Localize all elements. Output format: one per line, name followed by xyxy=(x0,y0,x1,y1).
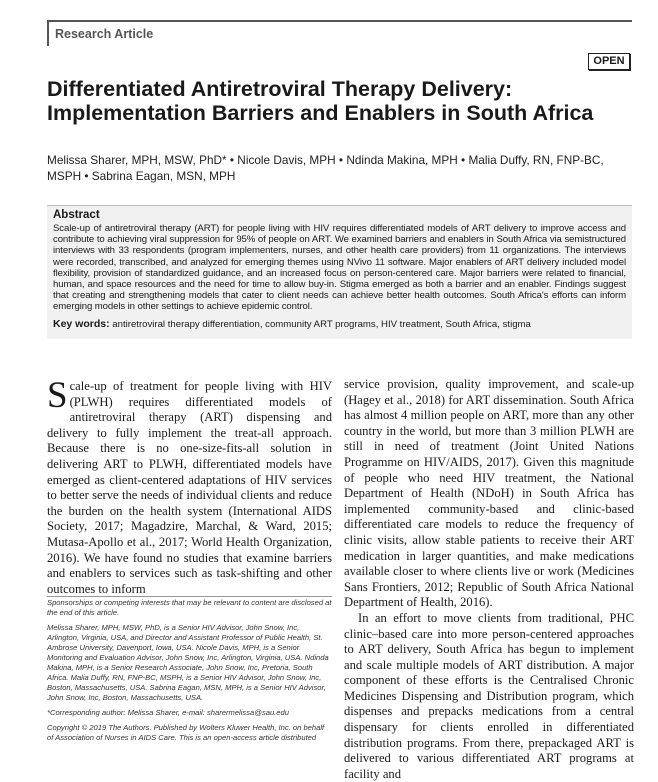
article-title: Differentiated Antiretroviral Therapy Delivery: Implementation Barriers and Enablers in South Africa xyxy=(47,77,594,125)
keywords-text: antiretroviral therapy differentiation, community ART programs, HIV treatment, South Africa, stigma xyxy=(112,318,531,330)
section-label: Research Article xyxy=(47,20,632,46)
author-list: Melissa Sharer, MPH, MSW, PhD* • Nicole Davis, MPH • Ndinda Makina, MPH • Malia Duffy, RN, FNP-BC, MSPH • Sabrina Eagan, MSN, MPH xyxy=(47,153,604,183)
body-right-paragraph-1: service provision, quality improvement, and scale-up (Hagey et al., 2018) for ART dissemination. South Africa has almost 4 million people on ART, more than any other country in the world, but more than 3 million PLWH are still in need of treatment (Joint United Nations Programme on HIV/AIDS, 2017). Given this magnitude of people who need HIV treatment, the National Department of Health (NDoH) in South Africa has implemented community-based and clinic-based differentiated care models to reduce the frequency of clinic visits, allow stable patients to receive their ART medication in larger quantities, and make medications available closer to where clients live or work (Medicines Sans Frontiers, 2012; Republic of South Africa National Department of Health, 2016). xyxy=(344,377,634,610)
abstract-box xyxy=(47,205,632,339)
open-access-badge: OPEN xyxy=(588,53,630,70)
footnote-divider xyxy=(47,596,332,597)
body-column-left xyxy=(47,375,332,597)
disclosure-note: Sponsorships or competing interests that may be relevant to content are disclosed at the end of this article. xyxy=(47,598,332,617)
abstract-heading: Abstract xyxy=(53,209,100,221)
affiliations-note: Melissa Sharer, MPH, MSW, PhD, is a Senior HIV Advisor, John Snow, Inc, Arlington, Virginia, USA, and Director and Assistant Professor of Public Health, St. Ambrose University, Davenport, Iowa, USA. Nicole Davis, MPH, is a Senior Monitoring and Evaluation Advisor, John Snow, Inc, Arlington, Virginia, USA. Ndinda Makina, MPH, is a Senior Research Associate, John Snow, Inc, Pretoria, South Africa. Malia Duffy, RN, FNP-BC, MSPH, is a Senior HIV Advisor, John Snow, Inc, Boston, Massachusetts, USA. Sabrina Eagan, MSN, MPH, is a Senior HIV Advisor, John Snow, Inc, Boston, Massachusetts, USA. xyxy=(47,623,329,702)
abstract-text: Scale-up of antiretroviral therapy (ART) for people living with HIV requires differentiated models of ART delivery to improve access and contribute to achieving viral suppression for 95% of people on ART. We examined barriers and enablers in South Africa via semistructured interviews with 33 respondents (program implementers, nurses, and other health care providers) from 11 organizations. The interviews were recorded, transcribed, and analyzed for emerging themes using NVivo 11 software. Major enablers of ART delivery included model flexibility, provision of standardized guidance, and an increased focus on person-centered care. Major barriers were related to financial, human, and space resources and the need for time to allow buy-in. Stigma emerged as both a barrier and an enabler. Findings suggest that creating and strengthening models that cater to client needs can achieve better health outcomes. South Africa's efforts can inform emerging models in other settings to achieve epidemic control. xyxy=(53,223,626,313)
drop-cap: S xyxy=(47,375,68,416)
corresponding-author-note: *Corresponding author: Melissa Sharer, e-mail: sharermelissa@sau.edu xyxy=(47,708,289,717)
body-left-text: cale-up of treatment for people living with HIV (PLWH) requires differentiated models of antiretroviral therapy (ART) dispensing and delivery to fully implement the treat-all approach. Because there is no one-size-fits-all solution in delivering ART to PLWH, differentiated models have emerged as client-centered adaptations of HIV services to better serve the needs of individual clients and reduce the burden on the health system (International AIDS Society, 2017; Magadzire, Marchal, & Ward, 2015; Mutasa-Apollo et al., 2017; World Health Organization, 2016). We have found no studies that examine barriers and enablers to services such as task-shifting and other outcomes to inform xyxy=(47,379,332,596)
copyright-note: Copyright © 2019 The Authors. Published by Wolters Kluwer Health, Inc. on behalf of Association of Nurses in AIDS Care. This is an open-access article distributed xyxy=(47,723,325,742)
body-right-paragraph-2: In an effort to move clients from traditional, PHC clinic–based care into more person-centered approaches to ART delivery, South Africa has begun to implement and scale multiple models of ART distribution. A major component of these efforts is the Centralised Chronic Medicines Dispensing and Distribution program, which dispenses and prepacks medications from a central dispensary for clients enrolled in differentiated distribution programs. From there, prepackaged ART is delivered to various differentiated ART programs at facility and xyxy=(344,610,634,781)
body-column-right xyxy=(344,377,634,781)
keywords-label: Key words: xyxy=(53,317,110,330)
footnotes xyxy=(47,598,332,740)
keywords-line xyxy=(53,318,626,331)
